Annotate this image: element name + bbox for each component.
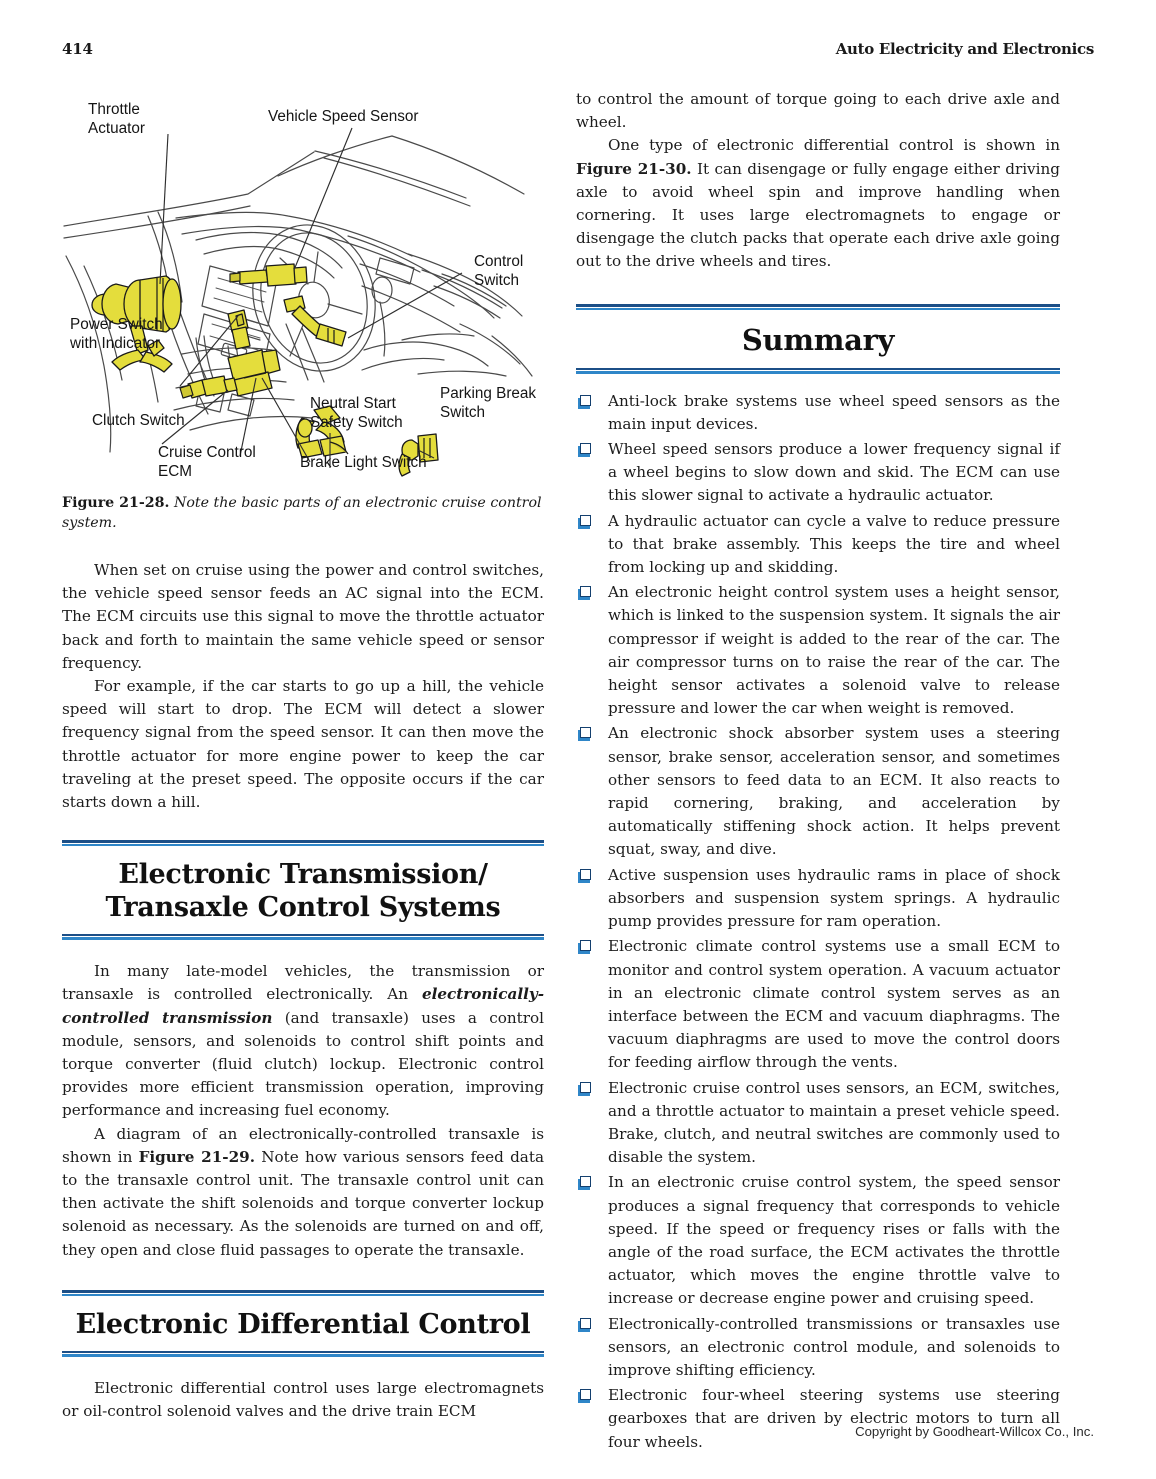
summary-rule-bottom — [576, 368, 1060, 374]
paragraph-transaxle-diagram — [62, 1123, 544, 1262]
list-item — [576, 390, 1060, 436]
summary-item-text: Electronic four-wheel steering systems use steering gearboxes that are driven by electric motors to turn all four wheels. — [608, 1386, 1060, 1451]
label-cruise-control-ecm-line2: ECM — [158, 463, 192, 480]
list-item — [576, 1077, 1060, 1170]
checkbox-bullet-icon — [578, 515, 591, 528]
section-heading-differential — [62, 1290, 544, 1357]
paragraph-continued: to control the amount of torque going to each drive axle and wheel. — [576, 90, 1060, 132]
list-item — [576, 1171, 1060, 1310]
summary-title: Summary — [741, 322, 895, 357]
list-item — [576, 510, 1060, 580]
list-item — [576, 722, 1060, 861]
tx-a: In many late-model vehicles, the transmission or transaxle is controlled electronically. An — [62, 962, 544, 1004]
heading-transmission-line2: Transaxle Control Systems — [105, 892, 501, 924]
list-item — [576, 438, 1060, 508]
heading-rule-top-2 — [62, 1290, 544, 1296]
checkbox-bullet-icon — [578, 1389, 591, 1402]
heading-rule-bottom-2 — [62, 1351, 544, 1357]
label-power-switch-line2: with Indicator — [70, 335, 161, 352]
rc-a: One type of electronic differential control is shown in — [608, 136, 1060, 155]
label-cruise-control-ecm-line1: Cruise Control — [158, 444, 256, 461]
section-heading-summary — [576, 304, 1060, 374]
paragraph-differential-intro: Electronic differential control uses large electromagnets or oil-control solenoid valves and the drive train ECM — [62, 1378, 544, 1421]
checkbox-bullet-icon — [578, 395, 591, 408]
paragraph-transmission-intro — [62, 960, 544, 1122]
clutch-switch-part — [180, 376, 237, 398]
label-brake-light-switch: Brake Light Switch — [300, 454, 427, 471]
list-item — [576, 581, 1060, 720]
tx-c: (and transaxle) uses a control module, sensors, and solenoids to control shift points and torque converter (fluid clutch) lockup. Electronic control provides more efficient transmission operation, improving performance and increasing fuel economy. — [62, 1008, 544, 1120]
power-switch-part — [228, 310, 250, 349]
summary-item-text: An electronic shock absorber system uses a steering sensor, brake sensor, acceleration sensor, and sometimes other sensors to feed data to an ECM. It also reacts to rapid cornering, braking, and acceleration by automatically stiffening shock action. It helps prevent squat, sway, and dive. — [608, 724, 1060, 859]
list-item — [576, 935, 1060, 1074]
checkbox-bullet-icon — [578, 1176, 591, 1189]
cruise-control-illustration — [62, 88, 544, 480]
checkbox-bullet-icon — [578, 443, 591, 456]
label-neutral-start-line2: Safety Switch — [310, 414, 403, 431]
left-column — [62, 88, 544, 1423]
list-item — [576, 1313, 1060, 1383]
tx2-a: A diagram of an electronically-controlled transaxle is shown in — [62, 1124, 544, 1166]
summary-item-text: Anti-lock brake systems use wheel speed sensors as the main input devices. — [608, 391, 1060, 433]
label-parking-break-line2: Switch — [440, 404, 486, 421]
summary-item-text: A hydraulic actuator can cycle a valve to reduce pressure to that brake assembly. This keeps the tire and wheel from locking up and skidding. — [608, 511, 1060, 577]
control-switch-part — [284, 296, 346, 346]
checkbox-bullet-icon — [578, 1082, 591, 1095]
summary-item-text: Active suspension uses hydraulic rams in place of shock absorbers and suspension system springs. A hydraulic pump provides pressure for ram operation. — [608, 865, 1060, 931]
page-number: 414 — [62, 40, 93, 58]
heading-transmission-line1: Electronic Transmission/ — [118, 859, 488, 891]
label-control-switch-line1: Control — [474, 253, 524, 270]
summary-item-text: Electronic climate control systems use a small ECM to monitor and control system operation. A vacuum actuator in an electronic climate control system serves as an interface between the ECM and vacuum diaphragms. The vacuum diaphragms are used to move the control doors for feeding airflow through the vents. — [608, 937, 1060, 1072]
label-throttle-actuator-line2: Actuator — [88, 120, 145, 137]
summary-list — [576, 390, 1060, 1454]
summary-item-text: An electronic height control system uses a height sensor, which is linked to the suspension system. It signals the air compressor if weight is added to the rear of the car. The air compressor turns on to raise the rear of the car. The height sensor activates a solenoid valve to release pressure and lower the car when weight is removed. — [608, 583, 1060, 718]
summary-item-text: Electronic cruise control uses sensors, an ECM, switches, and a throttle actuator to maintain a preset vehicle speed. Brake, clutch, and neutral switches are commonly used to disable the system. — [608, 1078, 1060, 1167]
list-item — [576, 1384, 1060, 1454]
list-item — [576, 864, 1060, 934]
figure-ref-21-30: Figure 21-30. — [576, 159, 692, 178]
checkbox-bullet-icon — [578, 1318, 591, 1331]
label-power-switch-line1: Power Switch — [70, 316, 163, 333]
rc-c: It can disengage or fully engage either driving axle to avoid wheel spin and improve handling when cornering. It uses large electromagnets to engage or disengage the clutch packs that operate each drive axle going out to the drive wheels and tires. — [576, 159, 1061, 271]
checkbox-bullet-icon — [578, 940, 591, 953]
checkbox-bullet-icon — [578, 869, 591, 882]
copyright-footer: Copyright by Goodheart-Willcox Co., Inc. — [855, 1424, 1094, 1439]
heading-rule-bottom — [62, 934, 544, 940]
figure-number: Figure 21-28. — [62, 495, 170, 511]
running-head — [62, 40, 1094, 62]
book-title: Auto Electricity and Electronics — [835, 40, 1094, 58]
heading-differential-title: Electronic Differential Control — [75, 1308, 531, 1340]
checkbox-bullet-icon — [578, 727, 591, 740]
label-parking-break-line1: Parking Break — [440, 385, 537, 402]
summary-item-text: Electronically-controlled transmissions or transaxles use sensors, an electronic control module, and solenoids to improve shifting efficiency. — [608, 1314, 1060, 1379]
right-column — [576, 88, 1060, 1456]
figure-caption — [62, 494, 544, 533]
summary-item-text: In an electronic cruise control system, the speed sensor produces a signal frequency that corresponds to vehicle speed. If the speed or frequency rises or falls with the angle of the road surface, the ECM activates the throttle actuator, which moves the engine throttle valve to increase or decrease engine power and cruising speed. — [608, 1173, 1060, 1308]
tx2-c: Note how various sensors feed data to the transaxle control unit. The transaxle control unit can then activate the shift solenoids and torque converter lockup solenoid as necessary. As the solenoids are turned on and off, they open and close fluid passages to operate the transaxle. — [62, 1147, 545, 1259]
label-neutral-start-line1: Neutral Start — [310, 395, 396, 412]
label-vehicle-speed-sensor: Vehicle Speed Sensor — [268, 108, 419, 125]
figure-ref-21-29: Figure 21-29. — [138, 1147, 255, 1166]
paragraph-cruise-example: For example, if the car starts to go up a hill, the vehicle speed will start to drop. The ECM will detect a slower frequency signal from the speed sensor. It can then move the throttle actuator for more engine power to keep the car traveling at the preset speed. The opposite occurs if the car starts down a hill. — [62, 677, 544, 812]
paragraph-cruise-operation: When set on cruise using the power and control switches, the vehicle speed sensor feeds an AC signal into the ECM. The ECM circuits use this signal to move the throttle actuator back and forth to maintain the same vehicle speed or sensor frequency. — [62, 561, 544, 672]
heading-rule-top — [62, 840, 544, 846]
label-throttle-actuator-line1: Throttle — [88, 101, 140, 118]
section-heading-transmission — [62, 840, 544, 940]
heading-transmission-title — [62, 858, 544, 924]
term-electronically-controlled-transmission: electronically-controlled transmission — [62, 985, 544, 1027]
figure-caption-text: Note the basic parts of an electronic cruise control system. — [62, 495, 542, 531]
label-clutch-switch: Clutch Switch — [92, 412, 185, 429]
figure-21-28 — [62, 88, 544, 480]
summary-item-text: Wheel speed sensors produce a lower frequency signal if a wheel begins to slow down and skid. The ECM can use this slower signal to activate a hydraulic actuator. — [608, 440, 1060, 505]
paragraph-differential-type — [576, 134, 1060, 273]
checkbox-bullet-icon — [578, 586, 591, 599]
label-control-switch-line2: Switch — [474, 272, 520, 289]
summary-rule-top — [576, 304, 1060, 310]
